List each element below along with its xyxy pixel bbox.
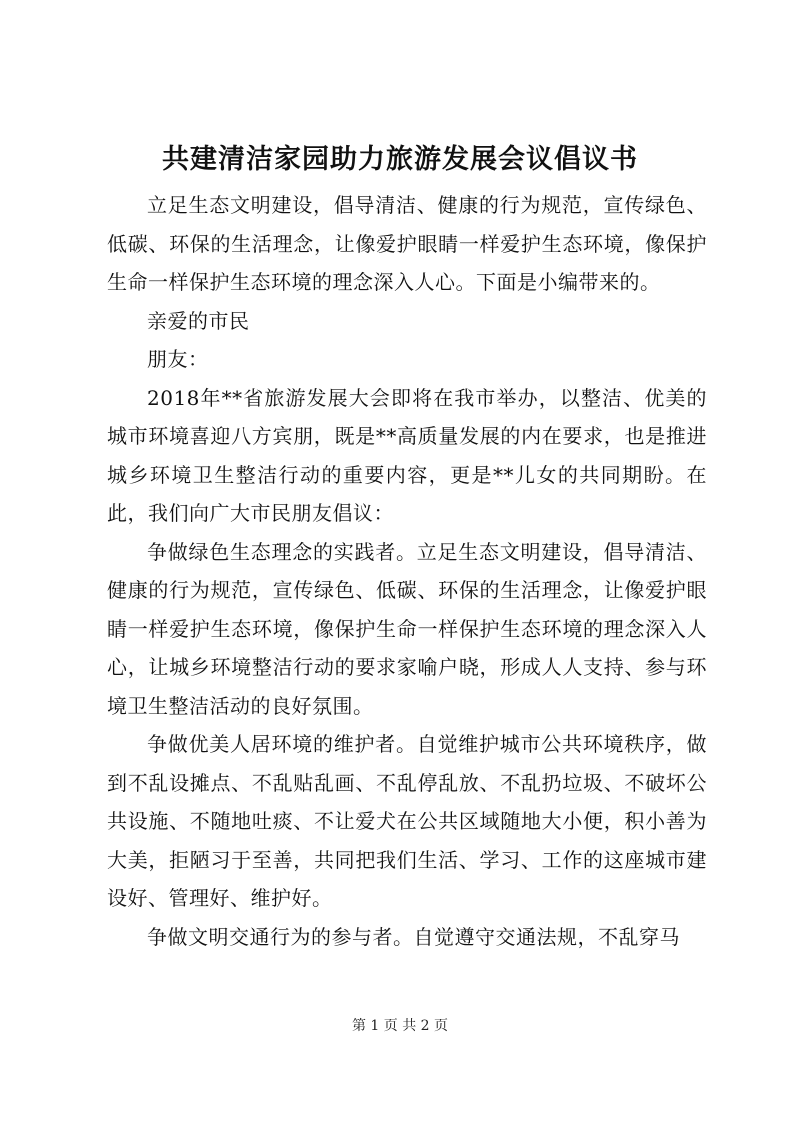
paragraph-opening: 2018年**省旅游发展大会即将在我市举办，以整洁、优美的城市环境喜迎八方宾朋，既是**高质量发展的内在要求，也是推进城乡环境卫生整洁行动的重要内容，更是**儿女的共同期盼。在此，我们向广大市民朋友倡议： bbox=[107, 385, 707, 525]
paragraph-intro: 立足生态文明建设，倡导清洁、健康的行为规范，宣传绿色、低碳、环保的生活理念，让像爱护眼睛一样爱护生态环境，像保护生命一样保护生态环境的理念深入人心。下面是小编带来的。 bbox=[107, 193, 707, 294]
document-title: 共建清洁家园助力旅游发展会议倡议书 bbox=[162, 144, 638, 175]
document-body bbox=[107, 186, 707, 956]
paragraph-traffic: 争做文明交通行为的参与者。自觉遵守交通法规，不乱穿马 bbox=[147, 924, 680, 949]
page-number-footer: 第 1 页 共 2 页 bbox=[351, 1018, 449, 1034]
paragraph-salutation-line1: 亲爱的市民 bbox=[147, 308, 250, 333]
paragraph-living-environment: 争做优美人居环境的维护者。自觉维护城市公共环境秩序，做到不乱设摊点、不乱贴乱画、不乱停乱放、不乱扔垃圾、不破坏公共设施、不随地吐痰、不让爱犬在公共区域随地大小便，积小善为大美，拒陋习于至善，共同把我们生活、学习、工作的这座城市建设好、管理好、维护好。 bbox=[107, 732, 707, 910]
paragraph-green-ecology: 争做绿色生态理念的实践者。立足生态文明建设，倡导清洁、健康的行为规范，宣传绿色、低碳、环保的生活理念，让像爱护眼睛一样爱护生态环境，像保护生命一样保护生态环境的理念深入人心，让城乡环境整洁行动的要求家喻户晓，形成人人支持、参与环境卫生整洁活动的良好氛围。 bbox=[107, 539, 707, 718]
paragraph-salutation-line2: 朋友： bbox=[147, 347, 209, 371]
